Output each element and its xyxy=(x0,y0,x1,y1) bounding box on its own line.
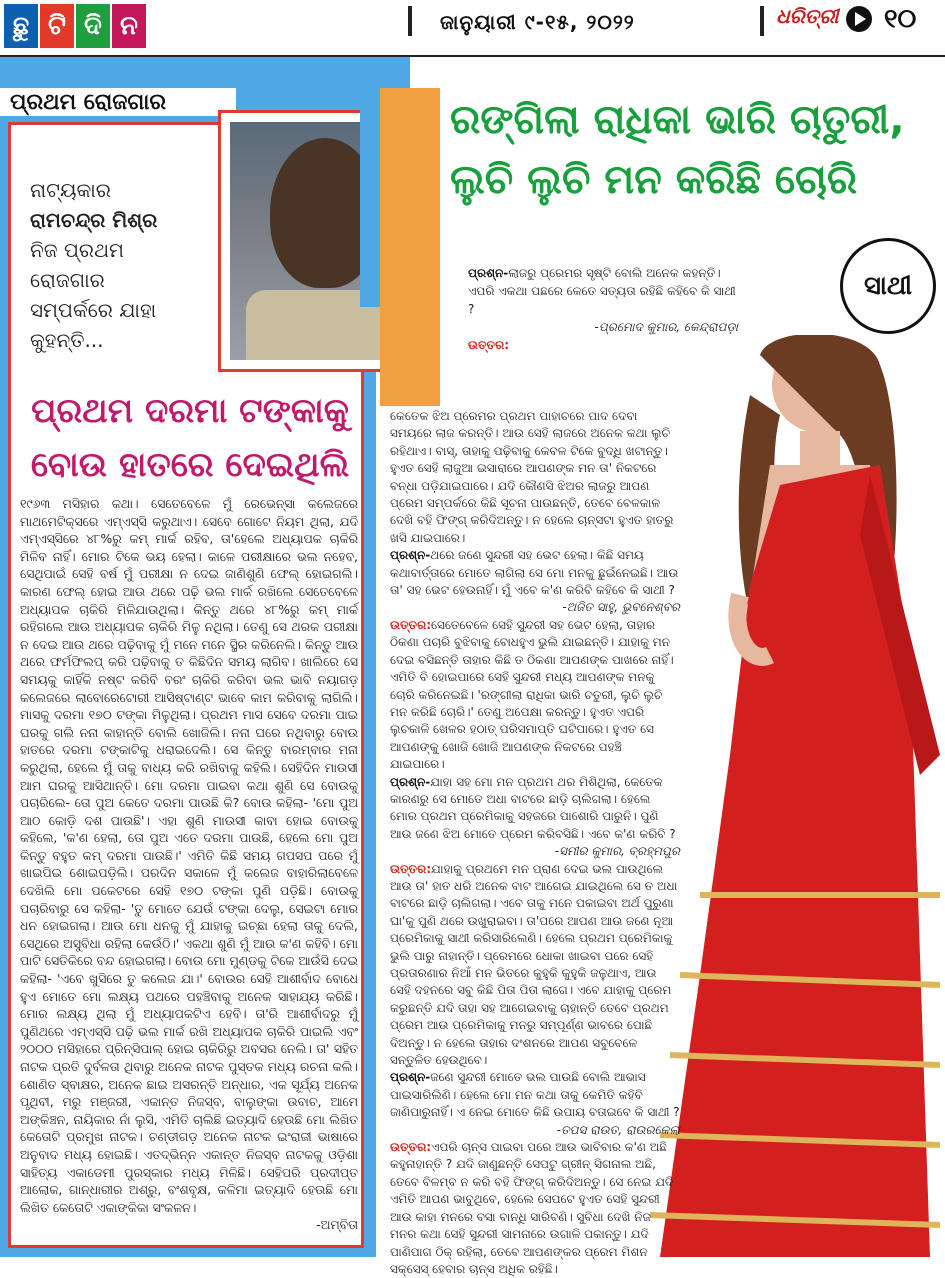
question-signature: -ପ୍ରମୋଦ କୁମାର, କେନ୍ଦ୍ରାପଡ଼ା xyxy=(594,320,738,334)
question-label: ପ୍ରଶ୍ନ- xyxy=(390,1070,431,1085)
question-label: ପ୍ରଶ୍ନ- xyxy=(390,548,431,563)
intro-line: ନିଜ ପ୍ରଥମ xyxy=(30,238,124,262)
answer-label: ଉତ୍ତର: xyxy=(390,861,432,876)
advice-headline xyxy=(450,90,930,210)
article-headline xyxy=(20,384,360,492)
question-signature: -ତପସ ରାଉତ, ରାଉରକେଲା xyxy=(556,1122,680,1137)
intro-line: ରୋଜଗାର xyxy=(30,268,105,292)
column-brand xyxy=(4,4,146,48)
headline-line: ଲୁଚି ଲୁଚି ମନ କରିଛି ଚୋରି xyxy=(450,157,858,203)
column-badge: ସାଥୀ xyxy=(840,238,936,334)
qa-item xyxy=(468,264,738,354)
brand-letter: ନ xyxy=(112,4,146,48)
intro-line: ରାମଚନ୍ଦ୍ର ମିଶ୍ର xyxy=(30,208,158,232)
intro-line: କୁହନ୍ତି... xyxy=(30,328,104,352)
answer-text: ଯାହାକୁ ପ୍ରଥମେ ମନ ପ୍ରାଣ ଦେଇ ଭଲ ପାଉଥିଲେ ଆଉ ତା' ହାତ ଧରି ଅନେକ ବାଟ ଆଗେଇ ଯାଇଥିଲେ ସେ ତ ଅଧା ବାଟରେ ଛାଡ଼ି ଚାଲିଗଲା। ଏବେ ତାକୁ ମନେ ପକାଇବା ଅର୍ଥ ପୁରୁଣା ଘା'କୁ ପୁଣି ଥରେ ଉଖୁରାଇବା। ତା'ପରେ ଆପଣ ଆଉ ଜଣେ ନୂଆ ପ୍ରେମିକାକୁ ସାଥୀ କରିସାରିଲେଣି। ହେଲେ ପ୍ରଥମ ପ୍ରେମିକାକୁ ଭୁଲି ପାରୁ ନାହାନ୍ତି। ପ୍ରେମରେ ଧୋକା ଖାଇବା ପରେ ସେହି ପ୍ରତାରଣାର ନିଆଁ ମନ ଭିତରେ କୁହୁକି କୁହୁକି ଜଳୁଥାଏ, ଆଉ ସେହି ଦହନରେ ସବୁ କିଛି ପିତା ପିତା ଲାଗେ। ଏବେ ଯାହାକୁ ପ୍ରେମ କରୁଛନ୍ତି ଯଦି ତାହା ସହ ଆଗେଇବାକୁ ଚାହାନ୍ତି ତେବେ ପ୍ରଥମ ପ୍ରେମ ଆଉ ପ୍ରେମିକାକୁ ମନରୁ ସମ୍ପୂର୍ଣ୍ଣ ଭାବରେ ପୋଛି ଦିଅନ୍ତୁ। ନ ହେଲେ ତାହାର ଦଂଶନରେ ଆପଣ ସବୁବେଳେ ସନ୍ତୁଳିତ ହେଉଥିବେ। xyxy=(390,861,678,1068)
brand-letter: ଦି xyxy=(76,4,110,48)
question-text: ଜଣେ ସୁନ୍ଦରୀ ମୋତେ ଭଲ ପାଉଛି ବୋଲି ଆଭାସ ପାଇସାରିଲିଣି। ହେଲେ ମୋ ମନ କଥା ତାକୁ କେମିତି କହିବି ଜାଣିପାରୁନାହିଁ। ଏ ନେଇ ମୋତେ କିଛି ଉପାୟ ବତାଇବେ କି ସାଥୀ ? xyxy=(390,1070,680,1120)
question-signature: -ସମୀର କୁମାର, ବ୍ରହ୍ମପୁର xyxy=(554,844,680,859)
article-signature: -ଅମ୍ବିତା xyxy=(316,1217,358,1233)
article-intro xyxy=(30,175,200,355)
decor-orange-bar xyxy=(380,88,440,406)
play-icon xyxy=(846,6,872,32)
headline-line: ବୋଉ ହାତରେ ଦେଇଥିଲି xyxy=(30,445,350,485)
header-divider xyxy=(760,6,764,36)
page-number: ୧୦ xyxy=(884,4,917,34)
model-photo xyxy=(640,335,945,1257)
header-divider xyxy=(408,6,412,36)
answer-text: କେତେକ ଝିଅ ପ୍ରେମର ପ୍ରଥମ ପାହାଚରେ ପାଦ ଦେବା ସମୟରେ ଲାଜ କରନ୍ତି। ଆଉ ସେହି ଲାଜରେ ଅନେକ କଥା ଲୁଚି ରହିଥାଏ। ବାସ୍, ତାହାକୁ ପଢ଼ିବାକୁ କେବଳ ଟିକେ ବୁଦ୍ଧି ଖଟାନ୍ତୁ। ହୁଏତ ସେହି ଲାଜୁଆ ଇସାରାରେ ଆପଣଙ୍କ ମନ ତା' ନିକଟରେ ବନ୍ଧା ପଡ଼ିଯାଇପାରେ। ଯଦି କୌଣସି ଝିଅର ଲାଜରୁ ଆପଣ ପ୍ରେମ ସମ୍ପର୍କରେ କିଛି ସୂଚନା ପାଉଛନ୍ତି, ତେବେ ବେଳକାଳ ଦେଖି ବହି ଫିଙ୍ଗ୍ କରିଦିଅନ୍ତୁ। ନ ହେଲେ ଚାନ୍ସଟା ହୁଏତ ହାତରୁ ଖସି ଯାଇପାରେ। xyxy=(390,409,674,545)
question-label: ପ୍ରଶ୍ନ- xyxy=(390,774,431,789)
article-text: ୧୯୬୩ ମସିହାର କଥା। ସେତେବେଳେ ମୁଁ ରେଭେନ୍ସା କଲେଜରେ ମାଥମେଟିକ୍ସରେ ଏମ୍‌ଏସ୍‌ସି କରୁଥାଏ। ସେବେ ଗୋଟେ ନିୟମ ଥିଲା, ଯଦି ଏମ୍‌ଏସ୍‌ସିରେ ୪୮%ରୁ କମ୍ ମାର୍କ ରହିବ, ତା'ହେଲେ ଅଧ୍ୟାପକ ଚାକିରି ମିଳିବ ନାହିଁ। ମୋର ଟିକେ ଭୟ ହେଲା। କାଳେ ପରୀକ୍ଷାରେ ଭଲ ନହେବ, ସେଥିପାଇଁ ସେହି ବର୍ଷ ମୁଁ ପରୀକ୍ଷା ନ ଦେଇ ଜାଣିଶୁଣି ଫେଲ୍ ହୋଇଗଲି। କାରଣ ଫେଲ୍ ହୋଇ ଆଉ ଥରେ ପଢ଼ି ଭଲ ମାର୍କ ରଖିଲେ ସେତେବେଳେ ଅଧ୍ୟାପକ ଚାକିରି ମିଳିଯାଉଥିଲା। କିନ୍ତୁ ଥରେ ୪୮%ରୁ କମ୍ ମାର୍କ ରହିଗଲେ ଆଉ ଅଧ୍ୟାପକ ଚାକିରି ମିଳୁ ନଥିଲା। ତେଣୁ ସେ ଥରକ ପରୀକ୍ଷା ନ ଦେଇ ଆଉ ଥରେ ପଢ଼ିବାକୁ ମୁଁ ମନେ ମନେ ସ୍ଥିର କରିନେଲି। କିନ୍ତୁ ଆଉ ଥରେ ଫର୍ମଫିଲପ୍ କରି ପଢ଼ିବାକୁ ତ କିଛିଦିନ ସମୟ ଲାଗିବ। ଖାଲିରେ ସେ ସମୟକୁ କାହିଁକି ନଷ୍ଟ କରିବି ବରଂ ଚାକିରି କରିବା ଭଲ ଭାବି ନୟାଗଡ଼ କଲେଜରେ ଲାବୋରେଟୋରୀ ଆସିଷ୍ଟାଣ୍ଟ ଭାବେ କାମ କରିବାକୁ ଲାଗିଲି। ମାସକୁ ଦରମା ୧୭୦ ଟଙ୍କା ମିଳୁଥିଲା। ପ୍ରଥମ ମାସ ସେବେ ଦରମା ପାଇ ଘରକୁ ଗଲି ନନା କାହାନ୍ତି ବୋଲି ଖୋଜିଲି। ନନା ଘରେ ନଥିବାରୁ ବୋଉ ହାତରେ ଦରମା ଟଙ୍କାଟିକୁ ଧରାଇଦେଲି। ସେ କିନ୍ତୁ ବାରମ୍ବାର ମନା କରୁଥିଲା, ହେଲେ ମୁଁ ତାକୁ ବାଧ୍ୟ କରି ରଖିବାକୁ କହିଲି। ସେହିଦିନ ମାଉସୀ ଆମ ଘରକୁ ଆସିଥାନ୍ତି। ମୋ ଦରମା ପାଇବା କଥା ଶୁଣି ସେ ବୋଉକୁ ପଚାରିଲେ- ତୋ ପୁଅ କେତେ ଦରମା ପାଉଛି କି? ବୋଉ କହିଲା- 'ମୋ ପୁଅ ଆଠ କୋଡ଼ି ଦଶ ପାଉଛି'। ଏହା ଶୁଣି ମାଉସୀ କାବା ହୋଇ ବୋଉକୁ କହିଲେ, 'କ'ଣ ହେଲା, ତୋ ପୁଅ ଏତେ ଦରମା ପାଉଛି, ହେଲେ ମୋ ପୁଅ କିନ୍ତୁ ବହୁତ କମ୍ ଦରମା ପାଉଛି।' ଏମିତି କିଛି ସମୟ ଗପସପ ପରେ ମୁଁ ଖାଇପିଇ ଶୋଇପଡ଼ିଲି। ପରଦିନ ସକାଳେ ମୁଁ କଲେଜ ବାହାରିଲାବେଳେ ଦେଖିଲି ମୋ ପକେଟରେ ସେହି ୧୭୦ ଟଙ୍କା ପୁଣି ପଡ଼ିଛି। ବୋଉକୁ ପଚାରିବାରୁ ସେ କହିଲା- 'ତୁ ମୋତେ ଯେଉଁ ଟଙ୍କା ଦେଲୁ, ସେଇଟା ମୋର ଧନ ହୋଇଗଲା। ଆଉ ମୋ ଧନକୁ ମୁଁ ଯାହାକୁ ଇଚ୍ଛା ହେଲା ତାକୁ ଦେଲି, ସେଥିରେ ଅସୁବିଧା ରହିଲା କେଉଁଠି।' ଏକଥା ଶୁଣି ମୁଁ ଆଉ କ'ଣ କହିବି। ମୋ ପାଟି ସେତିକିରେ ବନ୍ଦ ହୋଇଗଲା। ବୋଉ ମୋ ମୁଣ୍ଡକୁ ଟିକେ ଆଉଁସି ଦେଇ କହିଲା- 'ଏବେ ଖୁସିରେ ତୁ କଲେଜ ଯା।' ବୋଉର ସେହି ଆଶୀର୍ବାଦ ବୋଧେ ହୁଏ ମୋତେ ମୋ ଲକ୍ଷ୍ୟ ପଥରେ ପହଞ୍ଚିବାକୁ ଅନେକ ସାହାଯ୍ୟ କରିଛି। ମୋର ଲକ୍ଷ୍ୟ ଥିଲା ମୁଁ ଅଧ୍ୟାପକଟିଏ ହେବି। ତା'ରି ଆଶୀର୍ବାଦରୁ ମୁଁ ପୁଣିଥରେ ଏମ୍‌ଏସ୍‌ସି ପଢ଼ି ଭଲ ମାର୍କ ରଖି ଅଧ୍ୟାପକ ଚାକିରି ପାଇଲି ଏବଂ ୨୦୦୦ ମସିହାରେ ପ୍ରିନ୍ସିପାଲ୍ ହୋଇ ଚାକିରିରୁ ଅବସର ନେଲି। ତା' ସହିତ ନାଟକ ପ୍ରତି ଦୁର୍ବଳତା ଥିବାରୁ ଅନେକ ନାଟକ ପୁସ୍ତକ ମଧ୍ୟ ରଚନା କଲି। ଶୋଣିତ ସ୍ବାକ୍ଷର, ଅନେକ ଛାଇ ଅସରନ୍ତି ଅନ୍ଧାର, ଏକ ସୂର୍ଯ୍ୟ ଅନେକ ପୃଥିବୀ, ମରୁ ମଞ୍ଜରୀ, ଏକାନ୍ତ ନିଜସ୍ବ, ବାଲୁଙ୍କା ଉବାଚ, ଆମେ ଅଙ୍କିଞ୍ଚନ, ନାୟିକାର ନାଁ ଲୁସି, ଏମିତି ଚାଲିଛି ଇତ୍ୟାଦି ହେଉଛି ମୋ ଲିଖିତ କେତୋଟି ପ୍ରମୁଖ ନାଟକ। ଚଣ୍ଡୀଗଡ଼ ଅନେକ ନାଟକ ଇଂରାଜୀ ଭାଷାରେ ଅନୁବାଦ ମଧ୍ୟ ହୋଇଛି। ଏତଦ୍ଭିନ୍ନ ଏକାନ୍ତ ନିଜସ୍ବ ନାଟକକୁ ଓଡ଼ିଶା ସାହିତ୍ୟ ଏକାଡେମୀ ପୁରସ୍କାର ମଧ୍ୟ ମିଳିଛି। ସେହିପରି ପ୍ରଦୀପ୍ତ ଆଲୋକ, ଗାନ୍ଧାରୀର ଅଶ୍ରୁ, ବଂଶବୃକ୍ଷ, କଳିମା ଇତ୍ୟାଦି ହେଉଛି ମୋ ଲିଖିତ କେତୋଟି ଏକାଙ୍କିକା ସଂକଳନ। xyxy=(20,496,358,1215)
intro-line: ନାଟ୍ୟକାର xyxy=(30,178,111,202)
question-signature: -ଅଜିତ ସାହୁ, ଭୁବନେଶ୍ବର xyxy=(562,600,680,615)
article-body xyxy=(20,495,358,1234)
question-text: ଲାଜରୁ ପ୍ରେମର ସୃଷ୍ଟି ବୋଲି ଅନେକ କହନ୍ତି। ଏପରି ଏକଥା ପଛରେ କେତେ ସତ୍ୟତା ରହିଛି କହିବେ କି ସାଥୀ ? xyxy=(468,266,736,316)
publication-logo: ଧରିତ୍ରୀ xyxy=(776,4,839,28)
question-label: ପ୍ରଶ୍ନ- xyxy=(468,266,509,280)
headline-line: ପ୍ରଥମ ଦରମା ଟଙ୍କାକୁ xyxy=(31,391,349,431)
question-text: ଥରେ ଜଣେ ସୁନ୍ଦରୀ ସହ ଭେଟ ହେଲା। କିଛି ସମୟ କଥାବାର୍ତ୍ତାରେ ମୋତେ ଲାଗିଲା ସେ ମୋ ମନକୁ ଛୁଇଁନେଇଛି। ଆଉ ତା' ସହ ଭେଟ ହେଉନାହିଁ। ମୁଁ ଏବେ କ'ଣ କରିବି କହିବେ କି ସାଥୀ ? xyxy=(390,548,679,598)
answer-label: ଉତ୍ତର: xyxy=(390,617,432,632)
qa-column xyxy=(390,408,680,1278)
brand-letter: ଛୁ xyxy=(4,4,38,48)
answer-text: ସେତେବେଳେ ସେହି ସୁନ୍ଦରୀ ସହ ଭେଟ ହେଲା, ତାହାର ଠିକଣା ପଚାରି ବୁଝିବାକୁ ବୋଧହୁଏ ଭୁଲି ଯାଇଛନ୍ତି। ଯାହାକୁ ମନ ଦେଇ ବସିଛନ୍ତି ତାହାର କିଛି ତ ଠିକଣା ଆପଣଙ୍କ ପାଖରେ ନାହିଁ। ଏମିତି ବି ହୋଇପାରେ ସେହି ସୁନ୍ଦରୀ ମଧ୍ୟ ଆପଣଙ୍କ ମନକୁ ଚୋରି କରିନେଇଛି। 'ରଙ୍ଗୀଲା ରାଧିକା ଭାରି ଚତୁରୀ, ଲୁଚି ଲୁଚି ମନ କରିଛି ଚୋରି।' ତେଣୁ ଅପେକ୍ଷା କରନ୍ତୁ। ହୁଏତ ଏପରି ଲୁଚକାଳି ଖେଳର ହଠାତ୍ ପରିସମାପ୍ତି ଘଟିପାରେ। ହୁଏତ ସେ ଆପଣଙ୍କୁ ଖୋଜି ଖୋଜି ଆପଣଙ୍କ ନିକଟରେ ପହଞ୍ଚି ଯାଇପାରେ। xyxy=(390,617,674,772)
answer-text: ଏପରି ଚାନ୍ସ ପାଇବା ପରେ ଆଉ ଭାବିବାର କ'ଣ ଅଛି କହୁନାହାନ୍ତି ? ଯଦି ଜାଣୁଛନ୍ତି ସେପଟୁ ଗ୍ରୀନ୍ ସିଗନାଲ ଅଛି, ତେବେ ବିଳମ୍ବ ନ କରି ବହି ଫିଙ୍ଗ୍ କରିଦିଅନ୍ତୁ। ସେ ନେଇ ଯଦି ଏମିତି ଆପଣ ଭାବୁଥିବେ, ହେଲେ ସେପଟେ ହୁଏତ ସେହି ସୁନ୍ଦରୀ ଆଉ କାହା ମନରେ ବସା ବାନ୍ଧି ସାରିବଣି। ସୁବିଧା ଦେଖି ନିଜ ମନର କଥା ସେହି ସୁନ୍ଦରୀ ସାମନାରେ ଉଗାଳି ପକାନ୍ତୁ। ଯଦି ପାଣିପାଗ ଠିକ୍ ରହିଲା, ତେବେ ଆପଣଙ୍କର ପ୍ରେମ ମିଶନ ସକ୍‌ସେସ୍ ହେବାର ଚାନ୍ସ ଅଧିକ ରହିଛି। xyxy=(390,1140,674,1276)
answer-label: ଉତ୍ତର: xyxy=(468,338,510,352)
answer-label: ଉତ୍ତର: xyxy=(390,1140,432,1155)
brand-letter: ଟି xyxy=(40,4,74,48)
headline-line: ରଙ୍ଗିଲା ରାଧିକା ଭାରି ଚାତୁରୀ, xyxy=(450,97,905,143)
question-text: ଯାହା ସହ ମୋ ମନ ପ୍ରଥମ ଥର ମିଶିଥିଲା, କେତେକ କାରଣରୁ ସେ ମୋତେ ଅଧା ବାଟରେ ଛାଡ଼ି ଚାଲିଗଲା। ହେଲେ ମୋର ପ୍ରଥମ ପ୍ରେମିକାକୁ ସହଜରେ ପାଶୋରି ପାରୁନି। ପୁଣି ଆଉ ଜଣେ ଝିଅ ମୋତେ ପ୍ରେମ କରିବସିଛି। ଏବେ କ'ଣ କରିବି ? xyxy=(390,774,676,841)
section-title: ପ୍ରଥମ ରୋଜଗାର xyxy=(10,90,167,115)
intro-line: ସମ୍ପର୍କରେ ଯାହା xyxy=(30,298,157,322)
issue-date: ଜାନୁୟାରୀ ୯-୧୫, ୨୦୨୨ xyxy=(440,10,635,34)
